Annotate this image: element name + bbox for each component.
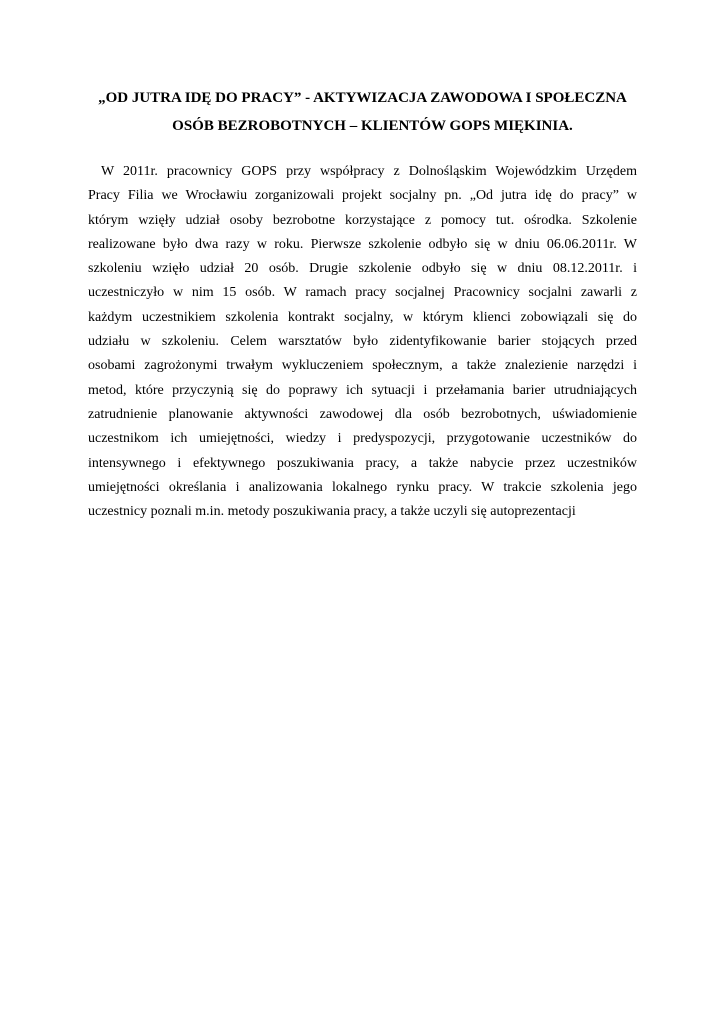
paragraph-line: zatrudnienie planowanie aktywności zawodowej dla osób bezrobotnych, uświadomienie	[88, 406, 637, 422]
paragraph-line: szkoleniu wzięło udział 20 osób. Drugie szkolenie odbyło się w dniu 08.12.2011r. i	[88, 261, 637, 277]
paragraph-line: umiejętności określania i analizowania lokalnego rynku pracy. W trakcie szkolenia jego	[88, 479, 637, 495]
title-line-1: „OD JUTRA IDĘ DO PRACY” - AKTYWIZACJA ZAWODOWA I SPOŁECZNA	[98, 90, 627, 106]
document-title	[88, 84, 637, 140]
paragraph-line: którym wzięły udział osoby bezrobotne korzystające z pomocy tut. ośrodka. Szkolenie	[88, 212, 637, 228]
paragraph-line: uczestniczyło w nim 15 osób. W ramach pracy socjalnej Pracownicy socjalni zawarli z	[88, 285, 637, 301]
paragraph-line: osobami zagrożonymi trwałym wykluczeniem społecznym, a także znalezienie narzędzi i	[88, 358, 637, 374]
paragraph-line: każdym uczestnikiem szkolenia kontrakt socjalny, w którym klienci zobowiązali się do	[88, 309, 637, 325]
paragraph-line: Pracy Filia we Wrocławiu zorganizowali projekt socjalny pn. „Od jutra idę do pracy” w	[88, 188, 637, 204]
paragraph-line: uczestnikom ich umiejętności, wiedzy i predyspozycji, przygotowanie uczestników do	[88, 431, 637, 447]
paragraph-line: realizowane było dwa razy w roku. Pierwsze szkolenie odbyło się w dniu 06.06.2011r. W	[88, 236, 637, 252]
paragraph-line: metod, które przyczynią się do poprawy ich sytuacji i przełamania barier utrudniających	[88, 382, 637, 398]
body-paragraph	[88, 160, 637, 524]
paragraph-line-last: uczestnicy poznali m.in. metody poszukiwania pracy, a także uczyli się autoprezentacji	[88, 504, 576, 520]
paragraph-line: intensywnego i efektywnego poszukiwania pracy, a także nabycie przez uczestników	[88, 455, 637, 471]
paragraph-line: udziału w szkoleniu. Celem warsztatów było zidentyfikowanie barier stojących przed	[88, 334, 637, 350]
title-line-2: OSÓB BEZROBOTNYCH – KLIENTÓW GOPS MIĘKINIA.	[172, 118, 573, 134]
paragraph-line: W 2011r. pracownicy GOPS przy współpracy z Dolnośląskim Wojewódzkim Urzędem	[101, 164, 637, 179]
